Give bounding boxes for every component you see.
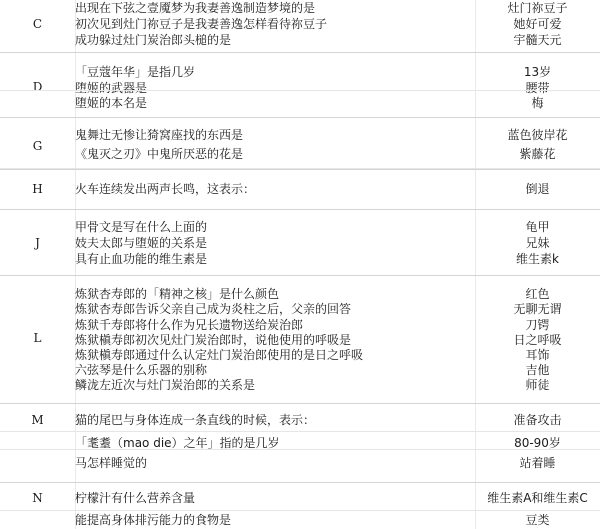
group-letter: H bbox=[32, 182, 43, 196]
answer-text: 紫藤花 bbox=[519, 147, 556, 161]
question-text: 妓夫太郎与堕姬的关系是 bbox=[75, 236, 208, 250]
group-separator bbox=[0, 52, 600, 53]
question-text: 初次见到灶门祢豆子是我妻善逸怎样看待祢豆子 bbox=[75, 17, 328, 31]
table-row bbox=[0, 413, 600, 428]
row-separator bbox=[0, 90, 600, 91]
question-text: 炼狱杏寿郎告诉父亲自己成为炎柱之后，父亲的回答 bbox=[75, 302, 352, 316]
question-text: 六弦琴是什么乐器的别称 bbox=[75, 363, 208, 377]
table-row bbox=[0, 513, 600, 528]
question-text: 鬼舞辻无惨让猗窝座找的东西是 bbox=[75, 128, 244, 142]
table-row bbox=[0, 236, 600, 251]
group-separator bbox=[0, 403, 600, 404]
question-text: 炼狱槇寿郎初次见灶门炭治郎时，说他使用的呼吸是 bbox=[75, 333, 352, 347]
table-row bbox=[0, 182, 600, 197]
group-letter: J bbox=[35, 236, 40, 250]
table-row bbox=[0, 17, 600, 32]
table-row bbox=[0, 456, 600, 471]
answer-text: 梅 bbox=[531, 96, 544, 110]
question-text: 炼狱槇寿郎通过什么认定灶门炭治郎使用的是日之呼吸 bbox=[75, 348, 364, 362]
group-letter: L bbox=[33, 331, 42, 345]
table-row bbox=[0, 96, 600, 111]
answer-text: 耳饰 bbox=[525, 348, 550, 362]
question-text: 堕姬的武器是 bbox=[75, 81, 148, 95]
question-text: 甲骨文是写在什么上面的 bbox=[75, 220, 208, 234]
table-row bbox=[0, 81, 600, 96]
answer-text: 师徒 bbox=[525, 378, 550, 392]
table-row bbox=[0, 65, 600, 80]
group-separator bbox=[0, 209, 600, 210]
answer-text: 站着睡 bbox=[519, 456, 556, 470]
question-text: 炼狱杏寿郎的「精神之核」是什么颜色 bbox=[75, 287, 280, 301]
question-text: 「耄耋（mao die）之年」指的是几岁 bbox=[75, 436, 280, 450]
answer-text: 刀锷 bbox=[525, 318, 550, 332]
row-separator bbox=[0, 168, 600, 169]
question-text: 《鬼灭之刃》中鬼所厌恶的花是 bbox=[75, 147, 244, 161]
answer-text: 宇髓天元 bbox=[513, 33, 562, 47]
table-row bbox=[0, 33, 600, 48]
answer-text: 红色 bbox=[525, 287, 550, 301]
row-separator bbox=[0, 510, 600, 511]
question-text: 成功躲过灶门炭治郎头槌的是 bbox=[75, 33, 232, 47]
answer-text: 准备攻击 bbox=[513, 413, 562, 427]
question-text: 猫的尾巴与身体连成一条直线的时候，表示： bbox=[75, 413, 316, 427]
table-row bbox=[0, 302, 600, 317]
answer-text: 倒退 bbox=[525, 182, 550, 196]
question-text: 出现在下弦之壹魇梦为我妻善逸制造梦境的是 bbox=[75, 1, 316, 15]
answer-text: 豆类 bbox=[525, 513, 550, 527]
question-text: 柠檬汁有什么营养含量 bbox=[75, 491, 196, 505]
table-row bbox=[0, 220, 600, 235]
answer-text: 兄妹 bbox=[525, 236, 550, 250]
table-row bbox=[0, 363, 600, 378]
group-separator bbox=[0, 275, 600, 276]
table-row bbox=[0, 252, 600, 267]
question-text: 马怎样睡觉的 bbox=[75, 456, 148, 470]
question-text: 炼狱千寿郎将什么作为兄长遗物送给炭治郎 bbox=[75, 318, 304, 332]
table-row bbox=[0, 333, 600, 348]
answer-text: 吉他 bbox=[525, 363, 550, 377]
answer-text: 13岁 bbox=[523, 65, 552, 79]
group-letter: C bbox=[32, 17, 43, 31]
question-text: 堕姬的本名是 bbox=[75, 96, 148, 110]
question-text: 具有止血功能的维生素是 bbox=[75, 252, 208, 266]
answer-text: 维生素A和维生素C bbox=[487, 491, 588, 505]
group-letter: N bbox=[32, 491, 43, 505]
group-letter: D bbox=[32, 80, 43, 94]
row-separator bbox=[0, 431, 600, 432]
table-row bbox=[0, 128, 600, 143]
row-separator bbox=[0, 449, 600, 450]
table-row bbox=[0, 318, 600, 333]
group-separator bbox=[0, 117, 600, 118]
group-separator bbox=[0, 169, 600, 170]
table-row bbox=[0, 348, 600, 363]
question-text: 鳞泷左近次与灶门炭治郎的关系是 bbox=[75, 378, 256, 392]
table-row bbox=[0, 287, 600, 302]
answer-text: 80-90岁 bbox=[514, 436, 561, 450]
answer-text: 龟甲 bbox=[525, 220, 550, 234]
answer-text: 灶门祢豆子 bbox=[507, 1, 568, 15]
question-text: 能提高身体排污能力的食物是 bbox=[75, 513, 232, 527]
table-row bbox=[0, 147, 600, 162]
answer-text: 维生素k bbox=[516, 252, 559, 266]
group-separator bbox=[0, 482, 600, 483]
answer-text: 腰带 bbox=[525, 81, 550, 95]
group-letter: G bbox=[32, 139, 43, 153]
table-row bbox=[0, 378, 600, 393]
question-text: 「豆蔻年华」是指几岁 bbox=[75, 65, 196, 79]
table-row bbox=[0, 1, 600, 16]
answer-text: 日之呼吸 bbox=[513, 333, 562, 347]
question-text: 火车连续发出两声长鸣，这表示： bbox=[75, 182, 256, 196]
group-letter: M bbox=[31, 413, 44, 427]
table-row bbox=[0, 491, 600, 506]
answer-text: 蓝色彼岸花 bbox=[507, 128, 568, 142]
answer-text: 她好可爱 bbox=[513, 17, 562, 31]
answer-text: 无聊无谓 bbox=[513, 302, 562, 316]
